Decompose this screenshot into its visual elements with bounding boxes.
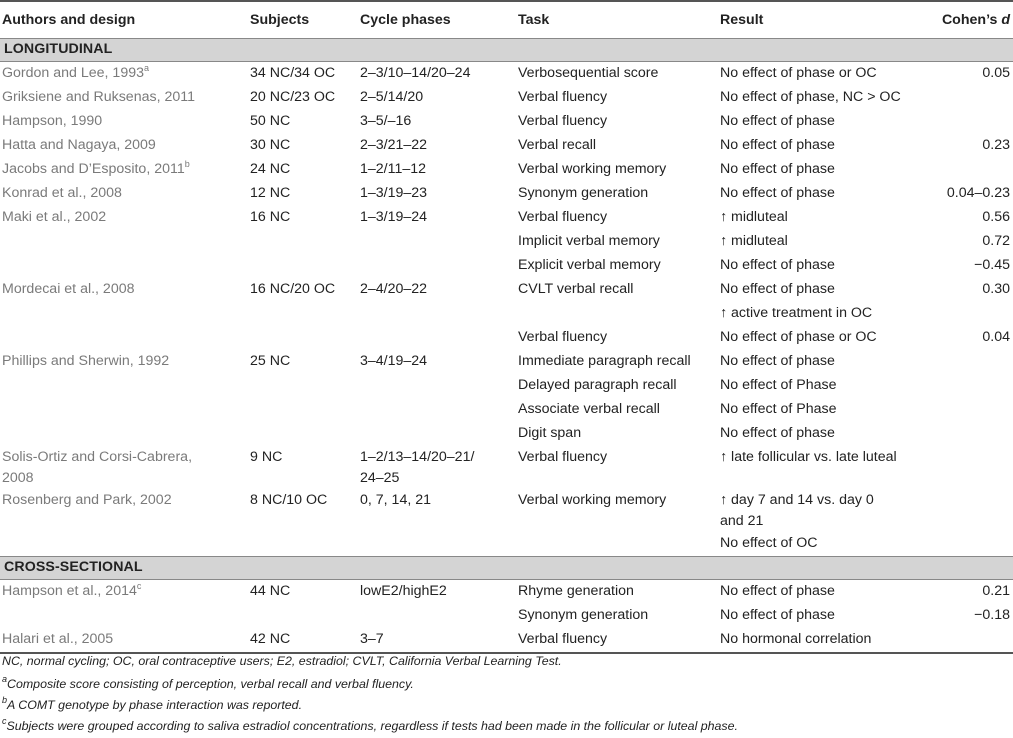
author-cell: Phillips and Sherwin, 1992	[2, 353, 170, 369]
result-cell: ↑ active treatment in OC	[720, 305, 873, 321]
result-cell: No effect of phase	[720, 185, 835, 201]
cohens-d-cell: 0.04–0.23	[946, 185, 1010, 201]
table-row	[0, 134, 1013, 158]
table-row	[0, 628, 1013, 653]
author-cell: Griksiene and Ruksenas, 2011	[2, 89, 195, 105]
cohens-d-cell	[929, 158, 1013, 182]
section-cross-sectional	[0, 557, 1013, 580]
task-cell: Digit span	[518, 425, 582, 441]
author-cell: Hampson, 1990	[2, 113, 103, 129]
header-task: Task	[516, 1, 718, 39]
subjects-cell: 8 NC/10 OC	[250, 492, 328, 508]
author-cell: Hampson et al., 2014$^c$	[2, 581, 142, 599]
result-cell: ↑ midluteal	[720, 233, 788, 249]
subjects-cell: 50 NC	[250, 113, 291, 129]
cycle-cell: 1–2/13–14/20–21/ 24–25	[360, 449, 475, 486]
result-cell: No hormonal correlation	[718, 628, 929, 653]
task-cell: Verbal fluency	[518, 449, 608, 465]
footnote-mark: b	[184, 159, 190, 169]
header-cycle: Cycle phases	[358, 1, 516, 39]
task-cell: Verbal working memory	[518, 161, 667, 177]
result-cell: No effect of Phase	[720, 377, 837, 393]
subjects-cell: 25 NC	[250, 353, 291, 369]
result-cell: No effect of phase	[720, 607, 835, 623]
task-cell: Implicit verbal memory	[518, 233, 660, 249]
cycle-cell: 1–3/19–24	[360, 209, 428, 225]
cohens-d-cell: 0.72	[982, 233, 1010, 249]
result-cell: No effect of phase or OC	[720, 329, 877, 345]
result-cell: No effect of phase	[720, 137, 835, 153]
author-cell: Rosenberg and Park, 2002	[2, 492, 172, 508]
section-longitudinal	[0, 39, 1013, 62]
table-row	[0, 532, 1013, 557]
header-row	[0, 1, 1013, 39]
cycle-cell: 2–3/21–22	[360, 137, 428, 153]
header-authors: Authors and design	[0, 1, 248, 39]
author-cell: Hatta and Nagaya, 2009	[2, 137, 156, 153]
section-label: LONGITUDINAL	[0, 39, 1013, 62]
subjects-cell: 20 NC/23 OC	[250, 89, 336, 105]
table-row	[0, 489, 1013, 532]
task-cell: Synonym generation	[518, 607, 649, 623]
result-cell: ↑ midluteal	[720, 209, 788, 225]
section-label: CROSS-SECTIONAL	[0, 557, 1013, 580]
author-cell: Gordon and Lee, 1993$^a$	[2, 63, 150, 81]
table-row	[0, 110, 1013, 134]
cohens-d-cell: −0.18	[974, 607, 1010, 623]
result-cell: ↑ late follicular vs. late luteal	[720, 449, 897, 465]
cohens-d-cell: −0.45	[974, 257, 1010, 273]
footnote-c: $^c$Subjects were grouped according to saliva estradiol concentrations, regardless if tests had been made in the follicular or luteal phase.	[2, 716, 738, 733]
table-row	[0, 62, 1013, 87]
task-cell: Synonym generation	[518, 185, 649, 201]
cohens-d-cell: 0.30	[982, 281, 1010, 297]
result-cell: No effect of phase	[720, 583, 835, 599]
table-row	[0, 422, 1013, 446]
header-cohen-d-symbol: d	[1001, 12, 1010, 28]
table-row	[0, 230, 1013, 254]
task-cell: Verbal recall	[518, 137, 597, 153]
footnote-mark: a	[144, 63, 150, 73]
table-row	[0, 326, 1013, 350]
task-cell: Delayed paragraph recall	[518, 377, 677, 393]
cohens-d-cell: 0.23	[982, 137, 1010, 153]
subjects-cell: 12 NC	[250, 185, 291, 201]
subjects-cell: 30 NC	[250, 137, 291, 153]
task-cell: Immediate paragraph recall	[518, 353, 691, 369]
task-cell: Verbal fluency	[518, 89, 608, 105]
header-subjects: Subjects	[248, 1, 358, 39]
cohens-d-cell	[929, 110, 1013, 134]
table-row	[0, 206, 1013, 230]
cohens-d-cell: 0.05	[982, 65, 1010, 81]
task-cell: Verbal fluency	[518, 113, 608, 129]
table-row	[0, 604, 1013, 628]
table-row	[0, 86, 1013, 110]
subjects-cell: 24 NC	[250, 161, 291, 177]
cohens-d-cell	[929, 86, 1013, 110]
task-cell: Rhyme generation	[518, 583, 634, 599]
result-cell: No effect of phase, NC > OC	[720, 89, 901, 105]
author-cell: Maki et al., 2002	[2, 209, 107, 225]
cycle-cell: 2–5/14/20	[360, 89, 424, 105]
author-cell: Jacobs and D’Esposito, 2011$^b$	[2, 159, 190, 177]
header-cohen-prefix: Cohen’s	[941, 12, 1002, 28]
author-cell: Halari et al., 2005	[0, 628, 248, 653]
subjects-cell: 34 NC/34 OC	[250, 65, 336, 81]
subjects-cell: 16 NC/20 OC	[250, 281, 336, 297]
cohens-d-cell: 0.04	[982, 329, 1010, 345]
result-cell: No effect of phase	[720, 161, 835, 177]
table-row	[0, 580, 1013, 605]
table-row	[0, 374, 1013, 398]
subjects-cell: 9 NC	[250, 449, 283, 465]
author-cell: Konrad et al., 2008	[2, 185, 122, 201]
footnote-b: $^b$A COMT genotype by phase interaction was reported.	[2, 695, 303, 712]
task-cell: Associate verbal recall	[518, 401, 660, 417]
table-row	[0, 182, 1013, 206]
result-cell: No effect of phase	[720, 425, 835, 441]
cycle-cell: lowE2/highE2	[360, 583, 447, 599]
task-cell: Verbal fluency	[518, 209, 608, 225]
table-row	[0, 254, 1013, 278]
subjects-cell: 16 NC	[250, 209, 291, 225]
task-cell: Verbal fluency	[518, 329, 608, 345]
cycle-cell: 1–3/19–23	[360, 185, 428, 201]
cohens-d-cell: 0.56	[982, 209, 1010, 225]
result-cell: No effect of phase	[720, 281, 835, 297]
header-cohens-d	[929, 1, 1013, 39]
subjects-cell: 42 NC	[248, 628, 358, 653]
result-cell: No effect of Phase	[720, 401, 837, 417]
table-row	[0, 350, 1013, 374]
footnote-abbreviations: NC, normal cycling; OC, oral contraceptive users; E2, estradiol; CVLT, California Verbal Learning Test.	[2, 654, 562, 668]
task-cell: Verbosequential score	[518, 65, 659, 81]
author-cell: Solis-Ortiz and Corsi-Cabrera, 2008	[2, 449, 193, 486]
header-result: Result	[718, 1, 929, 39]
author-cell: Mordecai et al., 2008	[2, 281, 135, 297]
footnote-a: $^a$Composite score consisting of perception, verbal recall and verbal fluency.	[2, 674, 414, 691]
cycle-cell: 3–7	[358, 628, 516, 653]
table-row	[0, 446, 1013, 489]
cycle-cell: 0, 7, 14, 21	[360, 492, 431, 508]
table-row	[0, 158, 1013, 182]
cycle-cell: 1–2/11–12	[360, 161, 427, 177]
cycle-cell: 3–5/–16	[360, 113, 412, 129]
table-row	[0, 302, 1013, 326]
cohens-d-cell: 0.21	[982, 583, 1010, 599]
table-row	[0, 398, 1013, 422]
result-cell: No effect of phase or OC	[720, 65, 877, 81]
footnote-mark: c	[136, 581, 142, 591]
cycle-cell: 2–4/20–22	[360, 281, 428, 297]
cycle-cell: 3–4/19–24	[360, 353, 428, 369]
result-cell: ↑ day 7 and 14 vs. day 0 and 21	[720, 492, 874, 529]
subjects-cell: 44 NC	[250, 583, 291, 599]
task-cell: CVLT verbal recall	[518, 281, 634, 297]
table-row	[0, 278, 1013, 302]
cycle-cell: 2–3/10–14/20–24	[360, 65, 471, 81]
result-cell: No effect of phase	[720, 257, 835, 273]
task-cell: Verbal working memory	[518, 492, 667, 508]
task-cell: Explicit verbal memory	[518, 257, 661, 273]
result-cell: No effect of phase	[720, 353, 835, 369]
task-cell: Verbal fluency	[516, 628, 718, 653]
result-cell: No effect of OC	[720, 535, 818, 551]
result-cell: No effect of phase	[720, 113, 835, 129]
